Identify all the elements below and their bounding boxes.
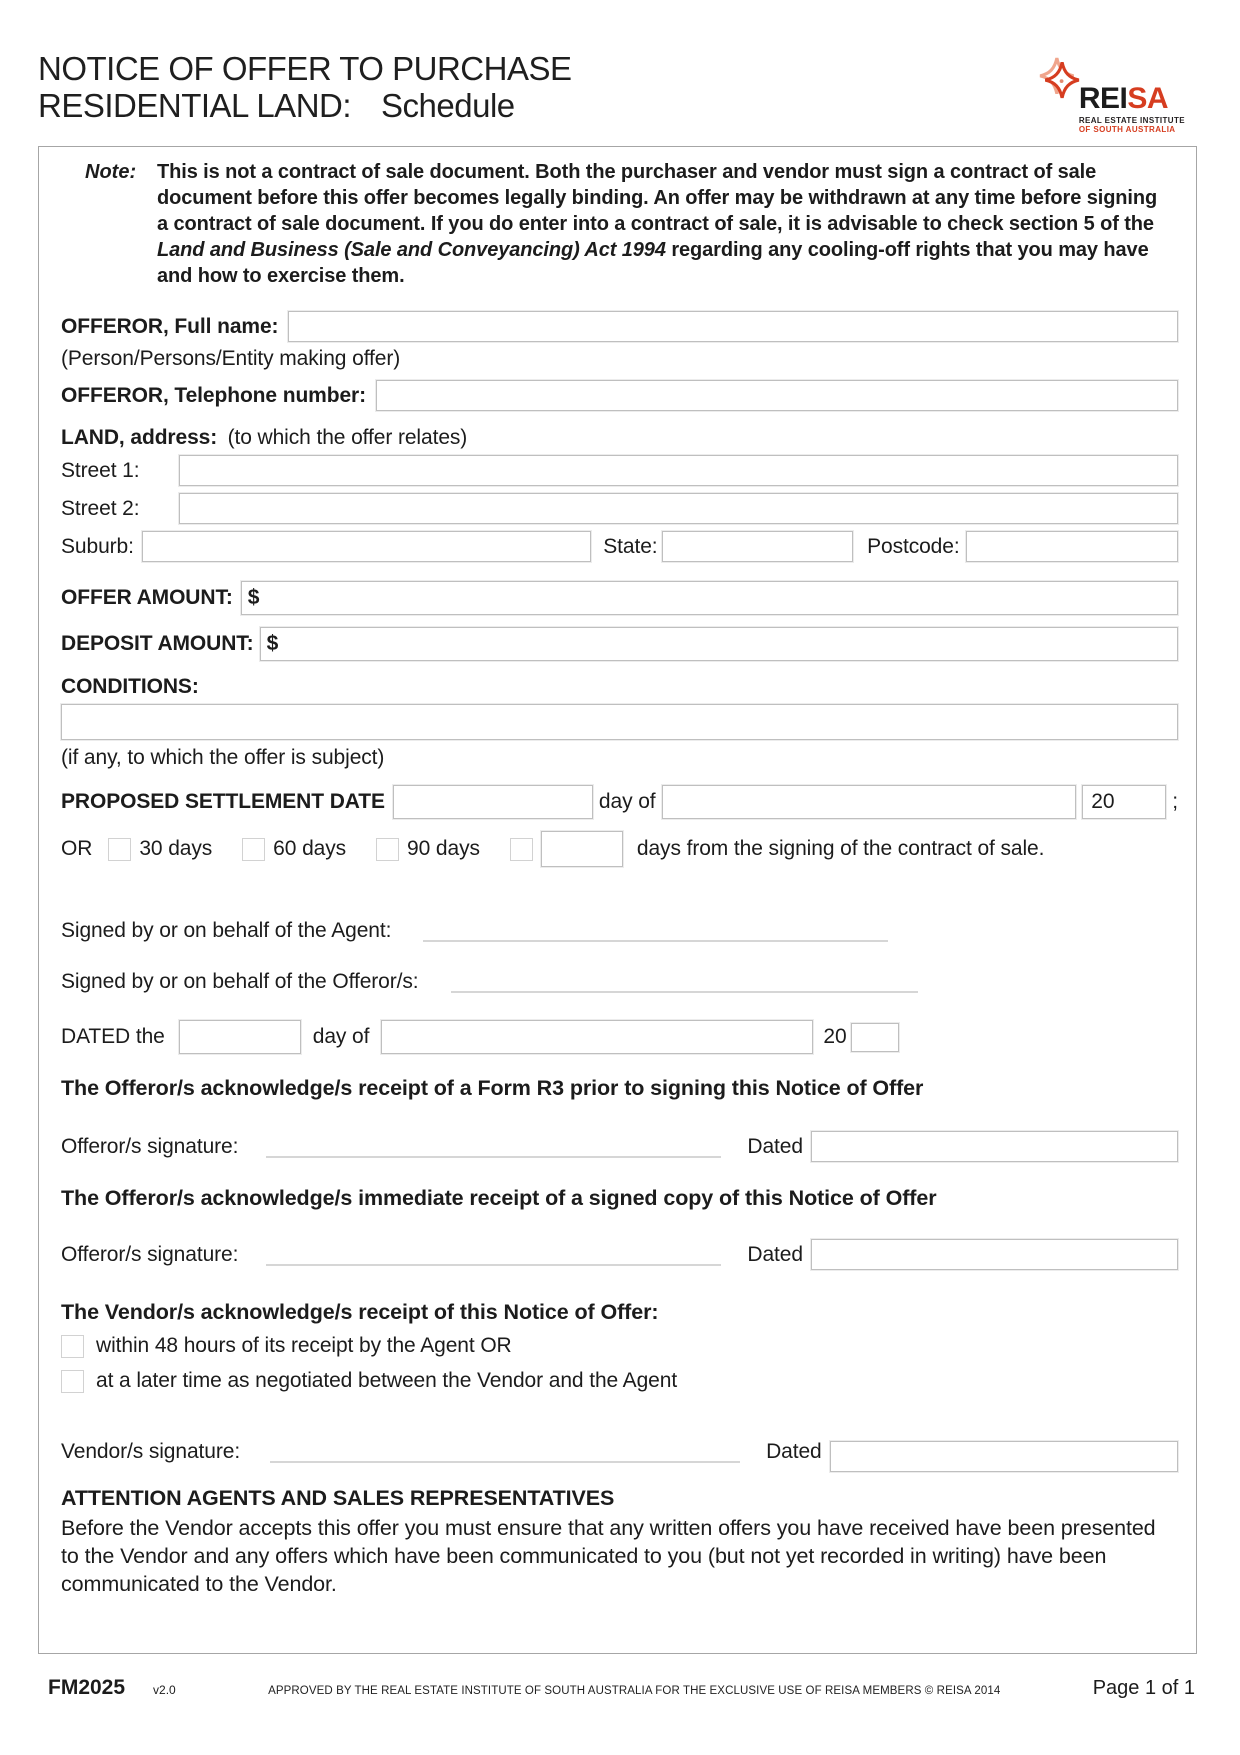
deposit-amount-label: DEPOSIT AMOUNT: (61, 632, 254, 655)
settlement-days-suffix: days from the signing of the contract of sale. (636, 837, 1045, 860)
conditions-label: CONDITIONS: (61, 675, 199, 698)
state-input[interactable] (662, 531, 854, 562)
settlement-date-row (61, 785, 1178, 819)
r3-dated-label: Dated (747, 1134, 803, 1158)
deposit-currency-symbol: $ (266, 632, 279, 655)
note-label: Note: (85, 161, 137, 183)
dated-day-input[interactable] (179, 1020, 301, 1054)
settlement-30-days-label: 30 days (139, 837, 213, 860)
page-number: Page 1 of 1 (1092, 1677, 1195, 1699)
suburb-input[interactable] (142, 531, 591, 562)
postcode-input[interactable] (966, 531, 1178, 562)
deposit-amount-row (61, 627, 1178, 661)
copy-dated-input[interactable] (811, 1239, 1178, 1270)
header (38, 50, 1197, 134)
settlement-90-days-checkbox[interactable] (376, 838, 399, 861)
offeror-phone-label: OFFEROR, Telephone number: (61, 383, 367, 407)
copy-dated-label: Dated (747, 1242, 803, 1266)
land-hint: (to which the offer relates) (227, 426, 468, 449)
settlement-year-prefix: 20 (1091, 790, 1115, 813)
note-text: This is not a contract of sale document. Both the purchaser and vendor must sign a contract of sale document before this offer becomes legally binding. An offer may be withdrawn at any time before signing a contract of sale document. If you do enter into a contract of sale, it is advisable to check section 5 of the Land and Business (Sale and Conveyancing) Act 1994 regarding any cooling-off rights that you may have and how to exercise them. (157, 161, 1158, 287)
reisa-logo-text (1079, 84, 1185, 134)
page-title-line2: RESIDENTIAL LAND: Schedule (38, 87, 515, 124)
conditions-hint: (if any, to which the offer is subject) (61, 746, 385, 769)
settlement-custom-days-checkbox[interactable] (510, 838, 533, 861)
attention-heading: ATTENTION AGENTS AND SALES REPRESENTATIVES (61, 1486, 615, 1510)
reisa-wordmark: REISA (1078, 82, 1169, 115)
conditions-heading (61, 675, 1178, 699)
page-title (38, 50, 572, 124)
settlement-semicolon: ; (1172, 790, 1178, 813)
settlement-90-days-label: 90 days (407, 837, 480, 860)
vendor-ack-48hours-checkbox[interactable] (61, 1335, 84, 1358)
dated-row (61, 1020, 1178, 1054)
settlement-60-days-checkbox[interactable] (242, 838, 265, 861)
settlement-label: PROPOSED SETTLEMENT DATE (61, 790, 385, 813)
settlement-custom-days-input[interactable] (541, 831, 623, 867)
vendor-ack-48hours-label: within 48 hours of its receipt by the Agent OR (96, 1334, 512, 1357)
r3-dated-input[interactable] (811, 1131, 1178, 1162)
copy-offeror-signature-line[interactable] (266, 1244, 721, 1266)
offeror-phone-input[interactable] (376, 380, 1178, 411)
vendor-signature-line[interactable] (270, 1441, 740, 1463)
copy-offeror-signature-label: Offeror/s signature: (61, 1242, 239, 1266)
form-code: FM2025 (48, 1676, 126, 1699)
settlement-day-of-label: day of (598, 790, 656, 813)
offeror-phone-row (61, 380, 1178, 411)
vendor-dated-input[interactable] (830, 1441, 1178, 1472)
copy-signature-row (61, 1239, 1178, 1270)
offeror-name-label: OFFEROR, Full name: (61, 314, 279, 338)
copy-acknowledgement-heading: The Offeror/s acknowledge/s immediate receipt of a signed copy of this Notice of Offer (61, 1186, 937, 1210)
vendor-option-1-row (61, 1334, 1178, 1358)
settlement-or-label: OR (61, 837, 93, 860)
suburb-state-postcode-row (61, 531, 1178, 562)
street1-row (61, 455, 1178, 486)
reisa-tagline-2: OF SOUTH AUSTRALIA (1078, 125, 1176, 134)
offer-amount-row (61, 581, 1178, 615)
settlement-month-input[interactable] (662, 785, 1077, 819)
dated-year-prefix: 20 (823, 1025, 847, 1048)
attention-body: Before the Vendor accepts this offer you must ensure that any written offers you have received have been presented to the Vendor and any offers which have been communicated to you (but not yet recorded in writing) have been communicated to the Vendor. (61, 1516, 1156, 1596)
settlement-day-input[interactable] (393, 785, 593, 819)
land-label: LAND, address: (61, 426, 218, 449)
form-version: v2.0 (153, 1683, 176, 1697)
reisa-star-icon (1037, 56, 1083, 102)
deposit-amount-input[interactable] (260, 627, 1178, 661)
conditions-input[interactable] (61, 704, 1178, 740)
street2-row (61, 493, 1178, 524)
approval-statement: APPROVED BY THE REAL ESTATE INSTITUTE OF SOUTH AUSTRALIA FOR THE EXCLUSIVE USE OF REISA MEMBERS © REISA 2014 (268, 1685, 1001, 1697)
dated-month-input[interactable] (381, 1020, 813, 1054)
settlement-or-row (61, 831, 1178, 867)
street2-input[interactable] (179, 493, 1178, 524)
postcode-label: Postcode: (867, 534, 960, 558)
offeror-name-hint: (Person/Persons/Entity making offer) (61, 347, 401, 370)
r3-acknowledgement-heading: The Offeror/s acknowledge/s receipt of a Form R3 prior to signing this Notice of Offer (61, 1076, 924, 1100)
offer-amount-label: OFFER AMOUNT: (61, 586, 233, 609)
act-title: Land and Business (Sale and Conveyancing) Act 1994 (157, 239, 666, 261)
offer-amount-input[interactable] (241, 581, 1178, 615)
land-address-heading (61, 426, 1178, 450)
state-label: State: (603, 534, 658, 558)
settlement-60-days-label: 60 days (273, 837, 347, 860)
agent-signature-line[interactable] (423, 920, 888, 942)
page-title-line1: NOTICE OF OFFER TO PURCHASE (38, 50, 572, 87)
vendor-option-2-row (61, 1369, 1178, 1393)
vendor-signature-label: Vendor/s signature: (61, 1439, 241, 1463)
offeror-name-input[interactable] (288, 311, 1178, 342)
page-title-schedule: Schedule (381, 87, 515, 124)
street2-label: Street 2: (61, 496, 140, 520)
street1-input[interactable] (179, 455, 1178, 486)
r3-offeror-signature-line[interactable] (266, 1136, 721, 1158)
reisa-logo (1037, 56, 1185, 134)
agent-signed-row (61, 919, 1178, 943)
vendor-dated-label: Dated (766, 1439, 822, 1463)
note-block (85, 159, 1178, 289)
offeror-name-row (61, 311, 1178, 342)
vendor-acknowledgement-heading: The Vendor/s acknowledge/s receipt of this Notice of Offer: (61, 1300, 659, 1324)
agent-signed-label: Signed by or on behalf of the Agent: (61, 919, 392, 942)
offeror-signature-line[interactable] (451, 971, 918, 993)
offer-currency-symbol: $ (247, 586, 260, 609)
settlement-year-input[interactable] (1082, 785, 1166, 819)
r3-offeror-signature-label: Offeror/s signature: (61, 1134, 239, 1158)
dated-year-input[interactable] (851, 1023, 899, 1052)
dated-day-of-label: day of (312, 1025, 370, 1048)
offeror-signed-row (61, 970, 1178, 994)
reisa-tagline-1: REAL ESTATE INSTITUTE (1078, 116, 1185, 125)
suburb-label: Suburb: (61, 534, 134, 558)
offeror-signed-label: Signed by or on behalf of the Offeror/s: (61, 970, 419, 993)
vendor-signature-row (61, 1431, 1178, 1472)
r3-signature-row (61, 1131, 1178, 1162)
page-footer (48, 1676, 1195, 1700)
street1-label: Street 1: (61, 458, 140, 482)
vendor-ack-later-checkbox[interactable] (61, 1370, 84, 1393)
vendor-ack-later-label: at a later time as negotiated between the Vendor and the Agent (96, 1369, 678, 1392)
form-body-box (38, 146, 1197, 1654)
settlement-30-days-checkbox[interactable] (108, 838, 131, 861)
dated-the-label: DATED the (61, 1025, 165, 1048)
